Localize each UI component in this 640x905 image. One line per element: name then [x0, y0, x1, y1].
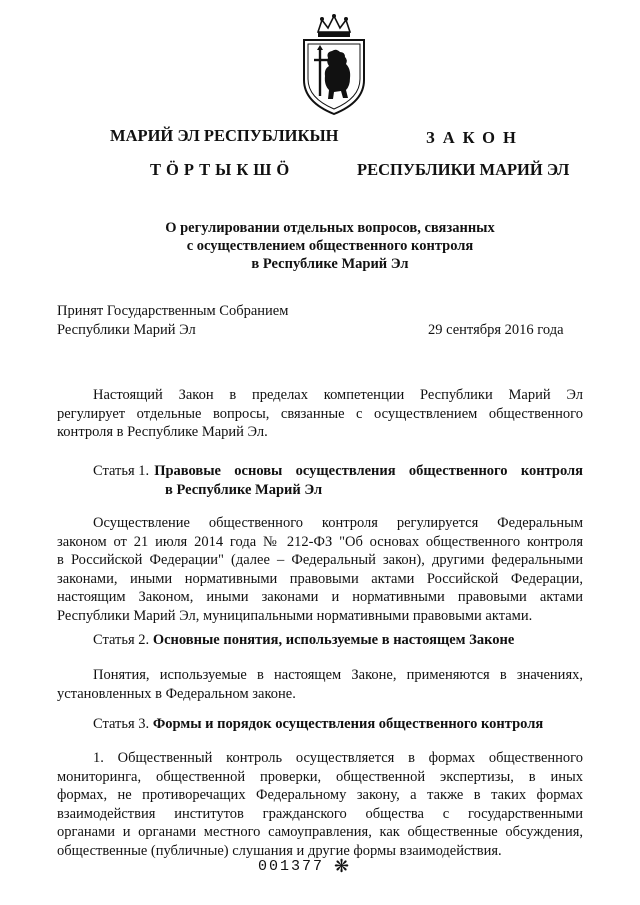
article-2-prefix: Статья 2.	[93, 632, 150, 648]
header-right-line1: ЗАКОН	[426, 128, 524, 147]
header-right-line2: РЕСПУБЛИКИ МАРИЙ ЭЛ	[357, 160, 570, 179]
article-1-line: Республики Марий Эл, муниципальными нормативными правовыми актами.	[57, 607, 533, 624]
adoption-date: 29 сентября 2016 года	[428, 322, 564, 338]
ornament-icon: ❋	[334, 856, 350, 876]
article-1-line: Осуществление общественного контроля регулируется Федеральным	[93, 515, 583, 531]
law-title-line2: с осуществлением общественного контроля	[186, 238, 474, 254]
adoption-line2: Республики Марий Эл	[57, 322, 196, 338]
article-1-line: настоящим Законом, иными законами и нормативными правовыми актами	[57, 589, 583, 606]
article-2-heading	[57, 631, 583, 650]
law-title	[110, 219, 550, 273]
intro-line: регулирует отдельные вопросы, связанные с осуществлением общественного	[57, 405, 583, 422]
header-left-line2: ТӦРТЫКШӦ	[150, 160, 295, 179]
article-3-heading	[57, 715, 583, 734]
article-2-body	[57, 666, 583, 703]
article-3-line: органами и органами местного самоуправления, как общественные обсуждения,	[57, 824, 583, 841]
adoption-line1: Принят Государственным Собранием	[57, 303, 289, 319]
law-title-line3: в Республике Марий Эл	[251, 256, 409, 272]
article-3-line: мониторинга, общественной проверки, общественной экспертизы, в иных	[57, 768, 583, 785]
document-serial-number: 001377	[258, 858, 325, 875]
article-3-line: общественные (публичные) слушания и другие формы взаимодействия.	[57, 842, 502, 859]
article-2-line: установленных в Федеральном законе.	[57, 685, 296, 702]
article-3-prefix: Статья 3.	[93, 716, 150, 732]
article-3-line: формах, не противоречащих Федеральному закону, а также в таких формах	[57, 787, 583, 804]
republic-coat-of-arms-icon	[296, 14, 372, 116]
intro-paragraph	[57, 386, 583, 442]
law-title-line1: О регулировании отдельных вопросов, связанных	[165, 220, 495, 236]
article-1-prefix: Статья 1.	[93, 463, 150, 479]
article-1-line: законом от 21 июля 2014 года № 212-ФЗ "Об основах общественного контроля	[57, 533, 583, 550]
header-left-line1: МАРИЙ ЭЛ РЕСПУБЛИКЫН	[110, 126, 339, 145]
article-3-line: 1. Общественный контроль осуществляется в формах общественного	[93, 750, 583, 766]
article-2-line: Понятия, используемые в настоящем Законе, применяются в значениях,	[93, 667, 583, 683]
article-1-line: в Российской Федерации" (далее – Федеральный закон), другими федеральными	[57, 552, 583, 569]
article-1-name-line2: в Республике Марий Эл	[165, 482, 323, 498]
article-1-line: законами, иными нормативными правовыми актами Российской Федерации,	[57, 570, 583, 587]
article-3-name: Формы и порядок осуществления общественного контроля	[152, 716, 544, 732]
intro-line: Настоящий Закон в пределах компетенции Республики Марий Эл	[93, 387, 583, 403]
article-3-body	[57, 749, 583, 861]
article-1-heading	[57, 462, 583, 500]
article-1-name-line1: Правовые основы осуществления общественного контроля	[154, 463, 583, 479]
article-1-body	[57, 514, 583, 626]
adoption-statement	[57, 302, 288, 340]
article-2-name: Основные понятия, используемые в настоящем Законе	[152, 632, 515, 648]
intro-line: контроля в Республике Марий Эл.	[57, 424, 268, 441]
article-3-line: взаимодействия институтов гражданского общества с государственными	[57, 805, 583, 822]
